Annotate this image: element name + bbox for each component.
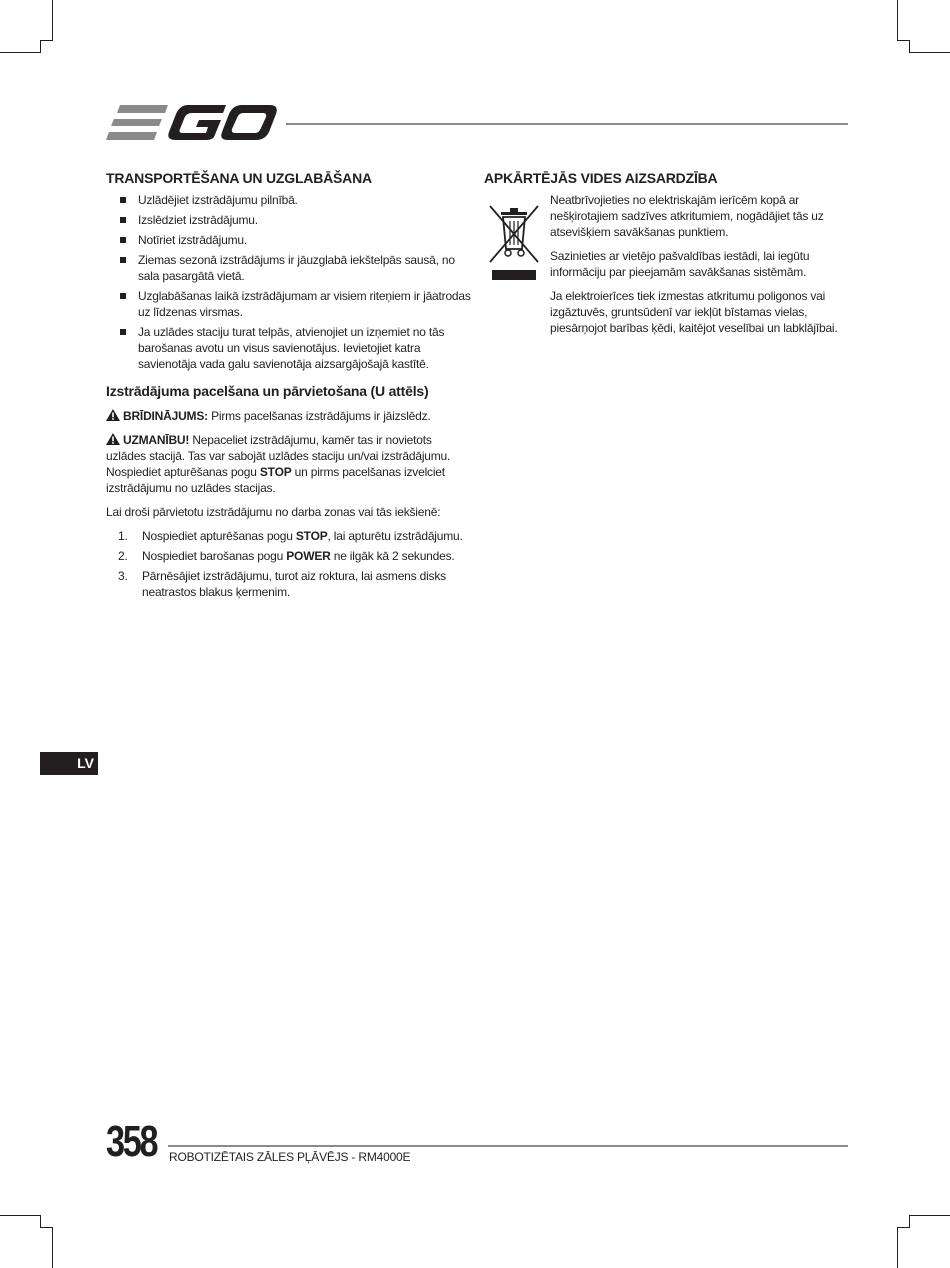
list-item: Uzglabāšanas laikā izstrādājumam ar visiem riteņiem ir jāatrodas uz līdzenas virsmas.: [106, 288, 472, 320]
environment-paragraph: Neatbrīvojieties no elektriskajām ierīcēm kopā ar nešķirotajiem sadzīves atkritumiem, nogādājiet tās uz atsevišķiem savākšanas punktiem.: [550, 193, 824, 239]
environment-block: [484, 192, 848, 336]
crossed-out-wheelie-bin-icon: [486, 200, 542, 282]
crop-mark: [910, 1215, 950, 1216]
list-item: Ja uzlādes staciju turat telpās, atvienojiet un izņemiet no tās barošanas avotu un visus savienotājus. Ievietojiet katra savienotāja vada galu savienotāja aizsargājošajā kastītē.: [106, 324, 472, 372]
caution-label: UZMANĪBU!: [123, 433, 190, 447]
ego-logo: [106, 101, 278, 148]
section-heading-transport: TRANSPORTĒŠANA UN UZGLABĀŠANA: [106, 170, 372, 186]
bullet-square-icon: [120, 237, 126, 243]
list-item: 3. Pārnēsājiet izstrādājumu, turot aiz roktura, lai asmens disks neatrastos blakus ķermenim.: [118, 569, 446, 599]
list-item: 2. Nospiediet barošanas pogu POWER ne ilgāk kā 2 sekundes.: [118, 549, 455, 563]
crop-mark: [897, 0, 898, 40]
warning-triangle-icon: [106, 433, 120, 445]
transport-bullet-list: [106, 192, 472, 372]
crop-mark: [909, 1215, 910, 1228]
section-heading-environment: APKĀRTĒJĀS VIDES AIZSARDZĪBA: [484, 170, 718, 186]
crop-mark: [40, 1227, 53, 1228]
environment-paragraph: Sazinieties ar vietējo pašvaldības iestādi, lai iegūtu informāciju par pieejamām savākšanas sistēmām.: [550, 249, 810, 279]
crop-mark: [0, 1215, 40, 1216]
crop-mark: [909, 40, 910, 53]
intro-paragraph: Lai droši pārvietotu izstrādājumu no darba zonas vai tās iekšienē:: [106, 505, 441, 519]
crop-mark: [52, 0, 53, 40]
list-item: Uzlādējiet izstrādājumu pilnībā.: [106, 192, 472, 208]
bullet-square-icon: [120, 197, 126, 203]
warning-paragraph: BRĪDINĀJUMS: Pirms pacelšanas izstrādājums ir jāizslēdz.: [106, 408, 472, 424]
crop-mark: [40, 1215, 41, 1228]
environment-paragraph: Ja elektroierīces tiek izmestas atkritumu poligonos vai izgāztuvēs, gruntsūdenī var iekļūt bīstamas vielas, piesārņojot barības ķēdi, kaitējot veselībai un labklājībai.: [550, 289, 838, 335]
crop-mark: [40, 40, 53, 41]
bullet-square-icon: [120, 293, 126, 299]
crop-mark: [40, 40, 41, 53]
footer-title: ROBOTIZĒTAIS ZĀLES PĻĀVĒJS - RM4000E: [169, 1150, 411, 1164]
left-column: [106, 170, 472, 604]
caution-paragraph: UZMANĪBU! Nepaceliet izstrādājumu, kamēr tas ir novietots uzlādes stacijā. Tas var sabojāt uzlādes staciju un/vai izstrādājumu. Nospiediet apturēšanas pogu STOP un pirms pacelšanas izvelciet izstrādājumu no uzlādes stacijas.: [106, 433, 451, 495]
page-number: 358: [106, 1117, 157, 1166]
right-column: [484, 170, 848, 344]
list-item: Notīriet izstrādājumu.: [106, 232, 472, 248]
crop-mark: [0, 52, 40, 53]
footer-rule: [168, 1145, 848, 1147]
bullet-square-icon: [120, 217, 126, 223]
bullet-square-icon: [120, 329, 126, 335]
bullet-square-icon: [120, 257, 126, 263]
crop-mark: [910, 52, 950, 53]
warning-label: BRĪDINĀJUMS:: [123, 409, 208, 423]
language-tab: LV: [40, 752, 98, 775]
list-item: Izslēdziet izstrādājumu.: [106, 212, 472, 228]
header-rule: [286, 123, 848, 125]
crop-mark: [52, 1228, 53, 1268]
crop-mark: [897, 1228, 898, 1268]
steps-list: [106, 528, 472, 600]
subheading-lifting: Izstrādājuma pacelšana un pārvietošana (U attēls): [106, 383, 429, 399]
list-item: 1. Nospiediet apturēšanas pogu STOP, lai apturētu izstrādājumu.: [118, 529, 463, 543]
list-item: Ziemas sezonā izstrādājums ir jāuzglabā iekštelpās sausā, no sala pasargātā vietā.: [106, 252, 472, 284]
warning-triangle-icon: [106, 409, 120, 421]
